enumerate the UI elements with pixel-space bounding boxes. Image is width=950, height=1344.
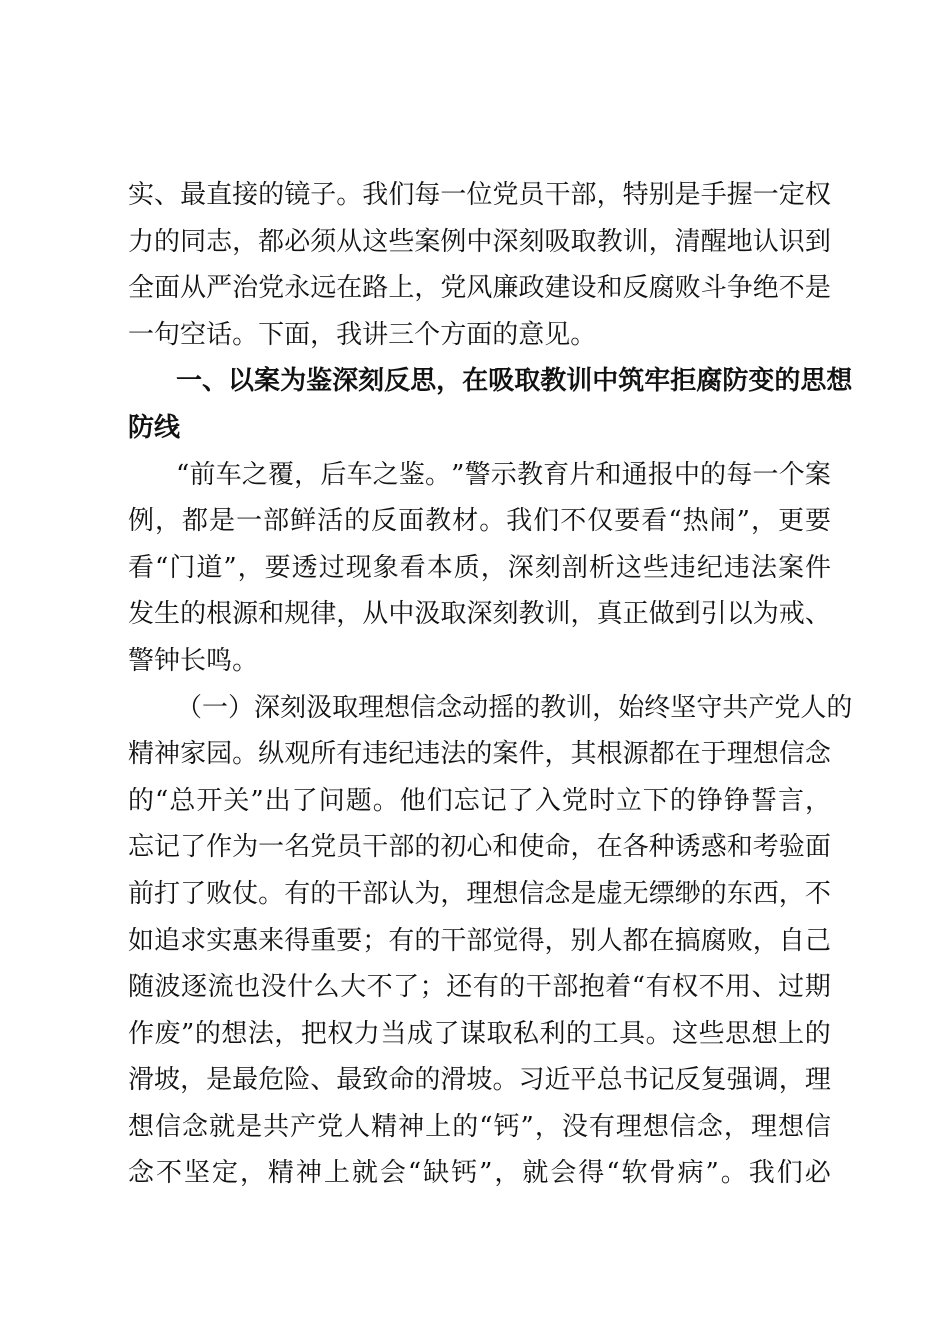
paragraph-line: 全 面 从 严 治 党 永 远 在 路 上 ， 党 风 廉 政 建 设 和 反 腐 败 斗 争 绝 不 是 (128, 273, 831, 304)
paragraph-line: 看 “ 门 道 ” ， 要 透 过 现 象 看 本 质 ， 深 刻 剖 析 这 些 违 纪 违 法 案 件 (128, 552, 831, 583)
paragraph-line: 前 打 了 败 仗 。 有 的 干 部 认 为 ， 理 想 信 念 是 虚 无 缥 缈 的 东 西 ， 不 (128, 878, 831, 909)
section-heading-line: 一 、 以 案 为 鉴 深 刻 反 思 ， 在 吸 取 教 训 中 筑 牢 拒 腐 防 变 的 思 想 (176, 366, 853, 397)
section-heading-line: 防 线 (128, 412, 181, 443)
paragraph-line: 想 信 念 就 是 共 产 党 人 精 神 上 的 “ 钙 ” ， 没 有 理 想 信 念 ， 理 想 信 (128, 1111, 831, 1142)
paragraph-line: 的 “ 总 开 关 ” 出 了 问 题 。 他 们 忘 记 了 入 党 时 立 下 的 铮 铮 誓 言 ， (128, 785, 831, 816)
paragraph-line: 念 不 坚 定 ， 精 神 上 就 会 “ 缺 钙 ” ， 就 会 得 “ 软 骨 病 ” 。 我 们 必 (128, 1158, 831, 1189)
paragraph-line: （ 一 ） 深 刻 汲 取 理 想 信 念 动 摇 的 教 训 ， 始 终 坚 守 共 产 党 人 的 (176, 692, 853, 723)
paragraph-line: 忘 记 了 作 为 一 名 党 员 干 部 的 初 心 和 使 命 ， 在 各 种 诱 惑 和 考 验 面 (128, 832, 831, 863)
paragraph-line: 警 钟 长 鸣 。 (128, 645, 259, 676)
paragraph-line: 作 废 ” 的 想 法 ， 把 权 力 当 成 了 谋 取 私 利 的 工 具 。 这 些 思 想 上 的 (128, 1018, 831, 1049)
paragraph-line: 力 的 同 志 ， 都 必 须 从 这 些 案 例 中 深 刻 吸 取 教 训 ， 清 醒 地 认 识 到 (128, 226, 831, 257)
paragraph-line: 精 神 家 园 。 纵 观 所 有 违 纪 违 法 的 案 件 ， 其 根 源 都 在 于 理 想 信 念 (128, 739, 831, 770)
paragraph-line: 一 句 空 话 。 下 面 ， 我 讲 三 个 方 面 的 意 见 。 (128, 319, 597, 350)
paragraph-line: 如 追 求 实 惠 来 得 重 要 ； 有 的 干 部 觉 得 ， 别 人 都 在 搞 腐 败 ， 自 己 (128, 925, 831, 956)
paragraph-line: 例 ， 都 是 一 部 鲜 活 的 反 面 教 材 。 我 们 不 仅 要 看 “ 热 闹 ” ， 更 要 (128, 506, 831, 537)
paragraph-line: 发 生 的 根 源 和 规 律 ， 从 中 汲 取 深 刻 教 训 ， 真 正 做 到 引 以 为 戒 、 (128, 599, 831, 630)
body-text (128, 172, 853, 1197)
paragraph-line: 实 、 最 直 接 的 镜 子 。 我 们 每 一 位 党 员 干 部 ， 特 别 是 手 握 一 定 权 (128, 180, 831, 210)
paragraph-line: “ 前 车 之 覆 ， 后 车 之 鉴 。 ” 警 示 教 育 片 和 通 报 中 的 每 一 个 案 (176, 459, 831, 490)
paragraph-line: 随 波 逐 流 也 没 什 么 大 不 了 ； 还 有 的 干 部 抱 着 “ 有 权 不 用 、 过 期 (128, 972, 831, 1003)
paragraph-line: 滑 坡 ， 是 最 危 险 、 最 致 命 的 滑 坡 。 习 近 平 总 书 记 反 复 强 调 ， 理 (128, 1065, 831, 1096)
